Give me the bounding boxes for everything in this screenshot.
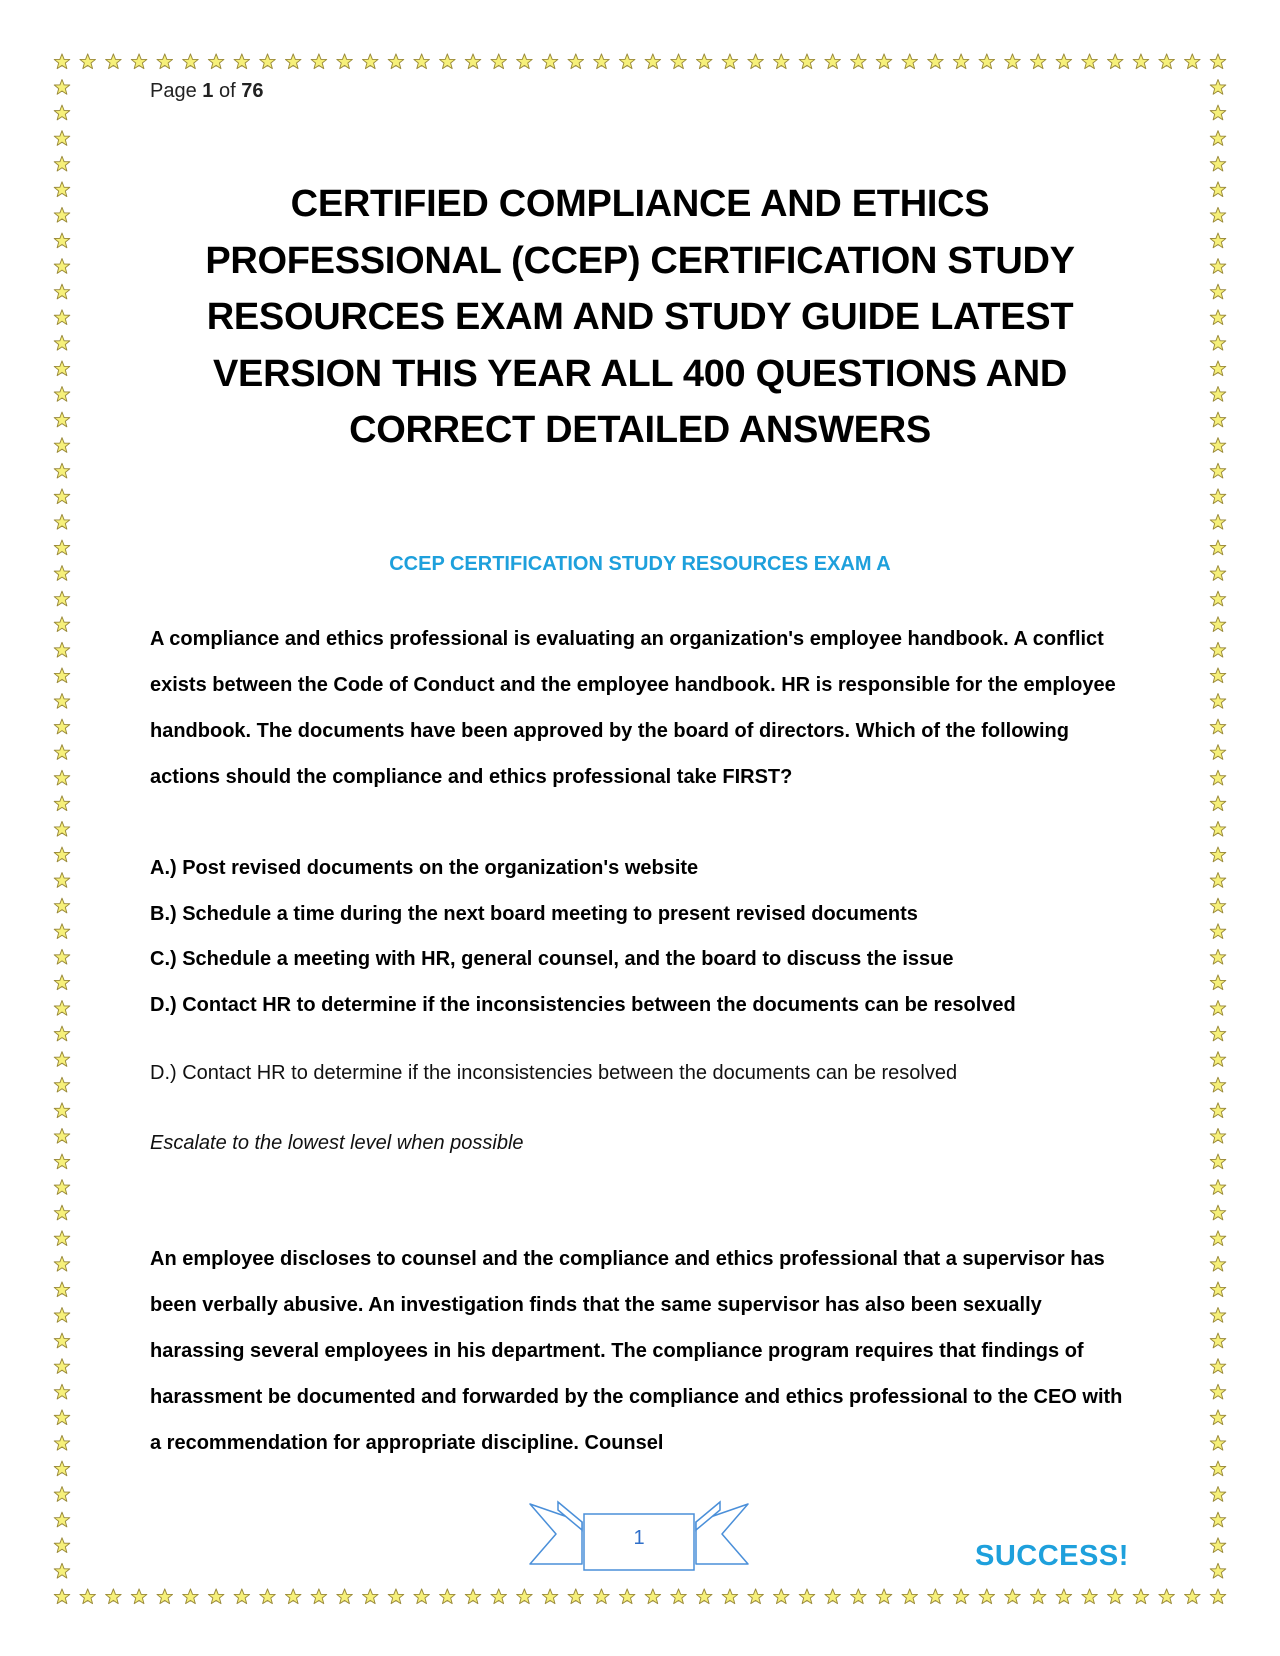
border-star-icon <box>876 54 892 69</box>
border-star-icon <box>234 54 250 69</box>
footer-page-number: 1 <box>633 1527 645 1549</box>
border-star-icon <box>54 54 70 69</box>
border-star-icon <box>568 1589 584 1604</box>
border-star-icon <box>54 873 70 888</box>
border-star-icon <box>1210 898 1226 913</box>
border-star-icon <box>1210 361 1226 376</box>
border-star-icon <box>825 54 841 69</box>
border-star-icon <box>542 54 558 69</box>
border-star-icon <box>311 54 327 69</box>
border-star-icon <box>1210 694 1226 709</box>
border-star-icon <box>1210 642 1226 657</box>
border-star-icon <box>1210 54 1226 69</box>
border-star-icon <box>414 1589 430 1604</box>
border-star-icon <box>1210 233 1226 248</box>
border-star-icon <box>773 1589 789 1604</box>
border-star-icon <box>722 1589 738 1604</box>
border-star-icon <box>1210 1052 1226 1067</box>
border-star-icon <box>1210 438 1226 453</box>
border-star-icon <box>388 54 404 69</box>
border-star-icon <box>54 1103 70 1118</box>
border-star-icon <box>491 54 507 69</box>
border-star-icon <box>1210 412 1226 427</box>
border-star-icon <box>80 54 96 69</box>
border-star-icon <box>131 1589 147 1604</box>
border-star-icon <box>54 975 70 990</box>
border-star-icon <box>285 54 301 69</box>
border-star-icon <box>54 514 70 529</box>
border-star-icon <box>54 361 70 376</box>
border-star-icon <box>1210 668 1226 683</box>
border-star-icon <box>953 54 969 69</box>
border-star-icon <box>619 54 635 69</box>
border-star-icon <box>106 54 122 69</box>
border-star-icon <box>54 310 70 325</box>
border-star-icon <box>1107 54 1123 69</box>
border-star-icon <box>54 821 70 836</box>
border-star-icon <box>1210 1308 1226 1323</box>
border-star-icon <box>54 642 70 657</box>
border-star-icon <box>1185 54 1201 69</box>
border-star-icon <box>362 54 378 69</box>
border-star-icon <box>1210 1487 1226 1502</box>
border-star-icon <box>285 1589 301 1604</box>
question-1-text: A compliance and ethics professional is evaluating an organization's employee handbook. A conflict exists between the Code of Conduct and the employee handbook. HR is responsible for the employee handbook. The documents have been approved by the board of directors. Which of the following actions should the compliance and ethics professional take FIRST? <box>150 628 1116 788</box>
border-star-icon <box>748 1589 764 1604</box>
border-star-icon <box>1210 1001 1226 1016</box>
border-star-icon <box>568 54 584 69</box>
border-star-icon <box>54 1180 70 1195</box>
border-star-icon <box>1210 1333 1226 1348</box>
border-star-icon <box>54 898 70 913</box>
border-star-icon <box>1210 770 1226 785</box>
border-star-icon <box>465 54 481 69</box>
border-star-icon <box>54 668 70 683</box>
border-star-icon <box>1210 1589 1226 1604</box>
border-star-icon <box>1210 1205 1226 1220</box>
border-star-icon <box>1159 54 1175 69</box>
border-star-icon <box>1210 105 1226 120</box>
border-star-icon <box>902 1589 918 1604</box>
border-star-icon <box>311 1589 327 1604</box>
border-star-icon <box>440 1589 456 1604</box>
border-star-icon <box>594 1589 610 1604</box>
border-star-icon <box>1210 796 1226 811</box>
border-star-icon <box>1030 1589 1046 1604</box>
border-star-icon <box>54 182 70 197</box>
border-star-icon <box>928 54 944 69</box>
border-star-icon <box>54 1308 70 1323</box>
border-star-icon <box>1056 1589 1072 1604</box>
border-star-icon <box>54 1026 70 1041</box>
border-star-icon <box>54 105 70 120</box>
section-heading: CCEP CERTIFICATION STUDY RESOURCES EXAM A <box>389 553 891 575</box>
border-star-icon <box>1133 54 1149 69</box>
border-star-icon <box>517 1589 533 1604</box>
border-star-icon <box>54 1589 70 1604</box>
border-star-icon <box>1210 182 1226 197</box>
border-star-icon <box>1210 1180 1226 1195</box>
border-star-icon <box>851 1589 867 1604</box>
border-star-icon <box>1210 1563 1226 1578</box>
border-star-icon <box>671 54 687 69</box>
option-c: C.) Schedule a meeting with HR, general counsel, and the board to discuss the issue <box>150 948 954 970</box>
border-star-icon <box>1210 1512 1226 1527</box>
border-star-icon <box>517 54 533 69</box>
border-star-icon <box>54 489 70 504</box>
border-star-icon <box>414 54 430 69</box>
border-star-icon <box>928 1589 944 1604</box>
border-star-icon <box>979 54 995 69</box>
border-star-icon <box>696 1589 712 1604</box>
border-star-icon <box>54 694 70 709</box>
question-1-explanation: Escalate to the lowest level when possible <box>150 1132 524 1154</box>
border-star-icon <box>54 796 70 811</box>
border-star-icon <box>696 54 712 69</box>
question-1-answer: D.) Contact HR to determine if the inconsistencies between the documents can be resolved <box>150 1062 958 1084</box>
border-star-icon <box>54 284 70 299</box>
border-star-icon <box>54 1359 70 1374</box>
border-star-icon <box>799 54 815 69</box>
border-star-icon <box>54 1512 70 1527</box>
option-b: B.) Schedule a time during the next board meeting to present revised documents <box>150 902 918 925</box>
border-star-icon <box>491 1589 507 1604</box>
border-star-icon <box>440 54 456 69</box>
border-star-icon <box>54 259 70 274</box>
border-star-icon <box>953 1589 969 1604</box>
border-star-icon <box>106 1589 122 1604</box>
border-star-icon <box>1210 284 1226 299</box>
page-current: 1 <box>202 80 214 102</box>
border-star-icon <box>54 1205 70 1220</box>
border-star-icon <box>773 54 789 69</box>
border-star-icon <box>1210 80 1226 95</box>
border-star-icon <box>1210 1103 1226 1118</box>
document-title: CERTIFIED COMPLIANCE AND ETHICS PROFESSIONAL (CCEP) CERTIFICATION STUDY RESOURCES EXAM AND STUDY GUIDE LATEST VERSION THIS YEAR ALL 400 QUESTIONS AND CORRECT DETAILED ANSWERS <box>205 183 1075 451</box>
border-star-icon <box>183 1589 199 1604</box>
border-star-icon <box>54 719 70 734</box>
border-star-icon <box>1005 1589 1021 1604</box>
border-star-icon <box>54 233 70 248</box>
border-star-icon <box>1210 156 1226 171</box>
border-star-icon <box>54 1563 70 1578</box>
border-star-icon <box>979 1589 995 1604</box>
border-star-icon <box>54 847 70 862</box>
border-star-icon <box>1210 719 1226 734</box>
border-star-icon <box>54 1487 70 1502</box>
border-star-icon <box>1210 514 1226 529</box>
border-star-icon <box>54 1052 70 1067</box>
border-star-icon <box>1030 54 1046 69</box>
border-star-icon <box>1210 489 1226 504</box>
border-star-icon <box>799 1589 815 1604</box>
border-star-icon <box>54 617 70 632</box>
border-star-icon <box>54 387 70 402</box>
border-star-icon <box>54 924 70 939</box>
question-1-options <box>150 846 1130 1028</box>
border-star-icon <box>851 54 867 69</box>
border-star-icon <box>1159 1589 1175 1604</box>
border-star-icon <box>54 745 70 760</box>
border-star-icon <box>54 1435 70 1450</box>
border-star-icon <box>54 80 70 95</box>
border-star-icon <box>54 1077 70 1092</box>
border-star-icon <box>183 54 199 69</box>
border-star-icon <box>1185 1589 1201 1604</box>
border-star-icon <box>1210 924 1226 939</box>
border-star-icon <box>1210 1128 1226 1143</box>
border-star-icon <box>54 156 70 171</box>
border-star-icon <box>1210 821 1226 836</box>
border-star-icon <box>234 1589 250 1604</box>
border-star-icon <box>619 1589 635 1604</box>
border-star-icon <box>54 412 70 427</box>
border-star-icon <box>54 1256 70 1271</box>
option-d: D.) Contact HR to determine if the inconsistencies between the documents can be resolved <box>150 993 1016 1016</box>
border-star-icon <box>1210 873 1226 888</box>
page-label: Page <box>150 80 197 102</box>
border-star-icon <box>1210 1384 1226 1399</box>
border-star-icon <box>645 1589 661 1604</box>
page-counter <box>150 80 263 103</box>
border-star-icon <box>1210 1410 1226 1425</box>
border-star-icon <box>54 770 70 785</box>
border-star-icon <box>542 1589 558 1604</box>
border-star-icon <box>54 1333 70 1348</box>
border-star-icon <box>54 1461 70 1476</box>
border-star-icon <box>54 438 70 453</box>
border-star-icon <box>1005 54 1021 69</box>
border-star-icon <box>54 1282 70 1297</box>
border-star-icon <box>157 1589 173 1604</box>
border-star-icon <box>1210 617 1226 632</box>
border-star-icon <box>1210 745 1226 760</box>
border-star-icon <box>54 1001 70 1016</box>
border-star-icon <box>1210 847 1226 862</box>
border-star-icon <box>722 54 738 69</box>
option-a: A.) Post revised documents on the organization's website <box>150 857 699 879</box>
border-star-icon <box>1210 975 1226 990</box>
border-star-icon <box>902 54 918 69</box>
border-star-icon <box>54 207 70 222</box>
border-star-icon <box>1107 1589 1123 1604</box>
page-total: 76 <box>241 80 264 102</box>
border-star-icon <box>1210 335 1226 350</box>
border-star-icon <box>825 1589 841 1604</box>
border-star-icon <box>1210 1231 1226 1246</box>
border-star-icon <box>465 1589 481 1604</box>
border-star-icon <box>1082 1589 1098 1604</box>
success-tagline: SUCCESS! <box>975 1540 1129 1572</box>
border-star-icon <box>260 1589 276 1604</box>
border-star-icon <box>1210 463 1226 478</box>
border-star-icon <box>388 1589 404 1604</box>
border-star-icon <box>876 1589 892 1604</box>
border-star-icon <box>54 1128 70 1143</box>
border-star-icon <box>1210 1256 1226 1271</box>
border-star-icon <box>1210 1154 1226 1169</box>
border-star-icon <box>260 54 276 69</box>
border-star-icon <box>748 54 764 69</box>
border-star-icon <box>54 1231 70 1246</box>
border-star-icon <box>54 591 70 606</box>
border-star-icon <box>54 131 70 146</box>
border-star-icon <box>337 54 353 69</box>
border-star-icon <box>1210 1077 1226 1092</box>
border-star-icon <box>645 54 661 69</box>
border-star-icon <box>80 1589 96 1604</box>
border-star-icon <box>1210 1435 1226 1450</box>
border-star-icon <box>54 1384 70 1399</box>
border-star-icon <box>208 1589 224 1604</box>
border-star-icon <box>54 1410 70 1425</box>
border-star-icon <box>54 463 70 478</box>
border-star-icon <box>1133 1589 1149 1604</box>
question-2-text: An employee discloses to counsel and the compliance and ethics professional that a supervisor has been verbally abusive. An investigation finds that the same supervisor has also been sexually harassing several employees in his department. The compliance program requires that findings of harassment be documented and forwarded by the compliance and ethics professional to the CEO with a recommendation for appropriate discipline. Counsel <box>150 1248 1123 1454</box>
border-star-icon <box>1210 387 1226 402</box>
page-of: of <box>218 80 236 102</box>
border-star-icon <box>1210 1461 1226 1476</box>
border-star-icon <box>157 54 173 69</box>
border-star-icon <box>362 1589 378 1604</box>
border-star-icon <box>131 54 147 69</box>
border-star-icon <box>54 1154 70 1169</box>
border-star-icon <box>54 335 70 350</box>
border-star-icon <box>1210 131 1226 146</box>
border-star-icon <box>1210 1538 1226 1553</box>
border-star-icon <box>1210 949 1226 964</box>
border-star-icon <box>1082 54 1098 69</box>
border-star-icon <box>208 54 224 69</box>
border-star-icon <box>337 1589 353 1604</box>
border-star-icon <box>54 1538 70 1553</box>
border-star-icon <box>1210 259 1226 274</box>
border-star-icon <box>594 54 610 69</box>
border-star-icon <box>1210 1026 1226 1041</box>
border-star-icon <box>1210 591 1226 606</box>
border-star-icon <box>671 1589 687 1604</box>
border-star-icon <box>1210 1282 1226 1297</box>
border-star-icon <box>1210 310 1226 325</box>
border-star-icon <box>1210 1359 1226 1374</box>
border-star-icon <box>1056 54 1072 69</box>
border-star-icon <box>54 949 70 964</box>
border-star-icon <box>1210 207 1226 222</box>
